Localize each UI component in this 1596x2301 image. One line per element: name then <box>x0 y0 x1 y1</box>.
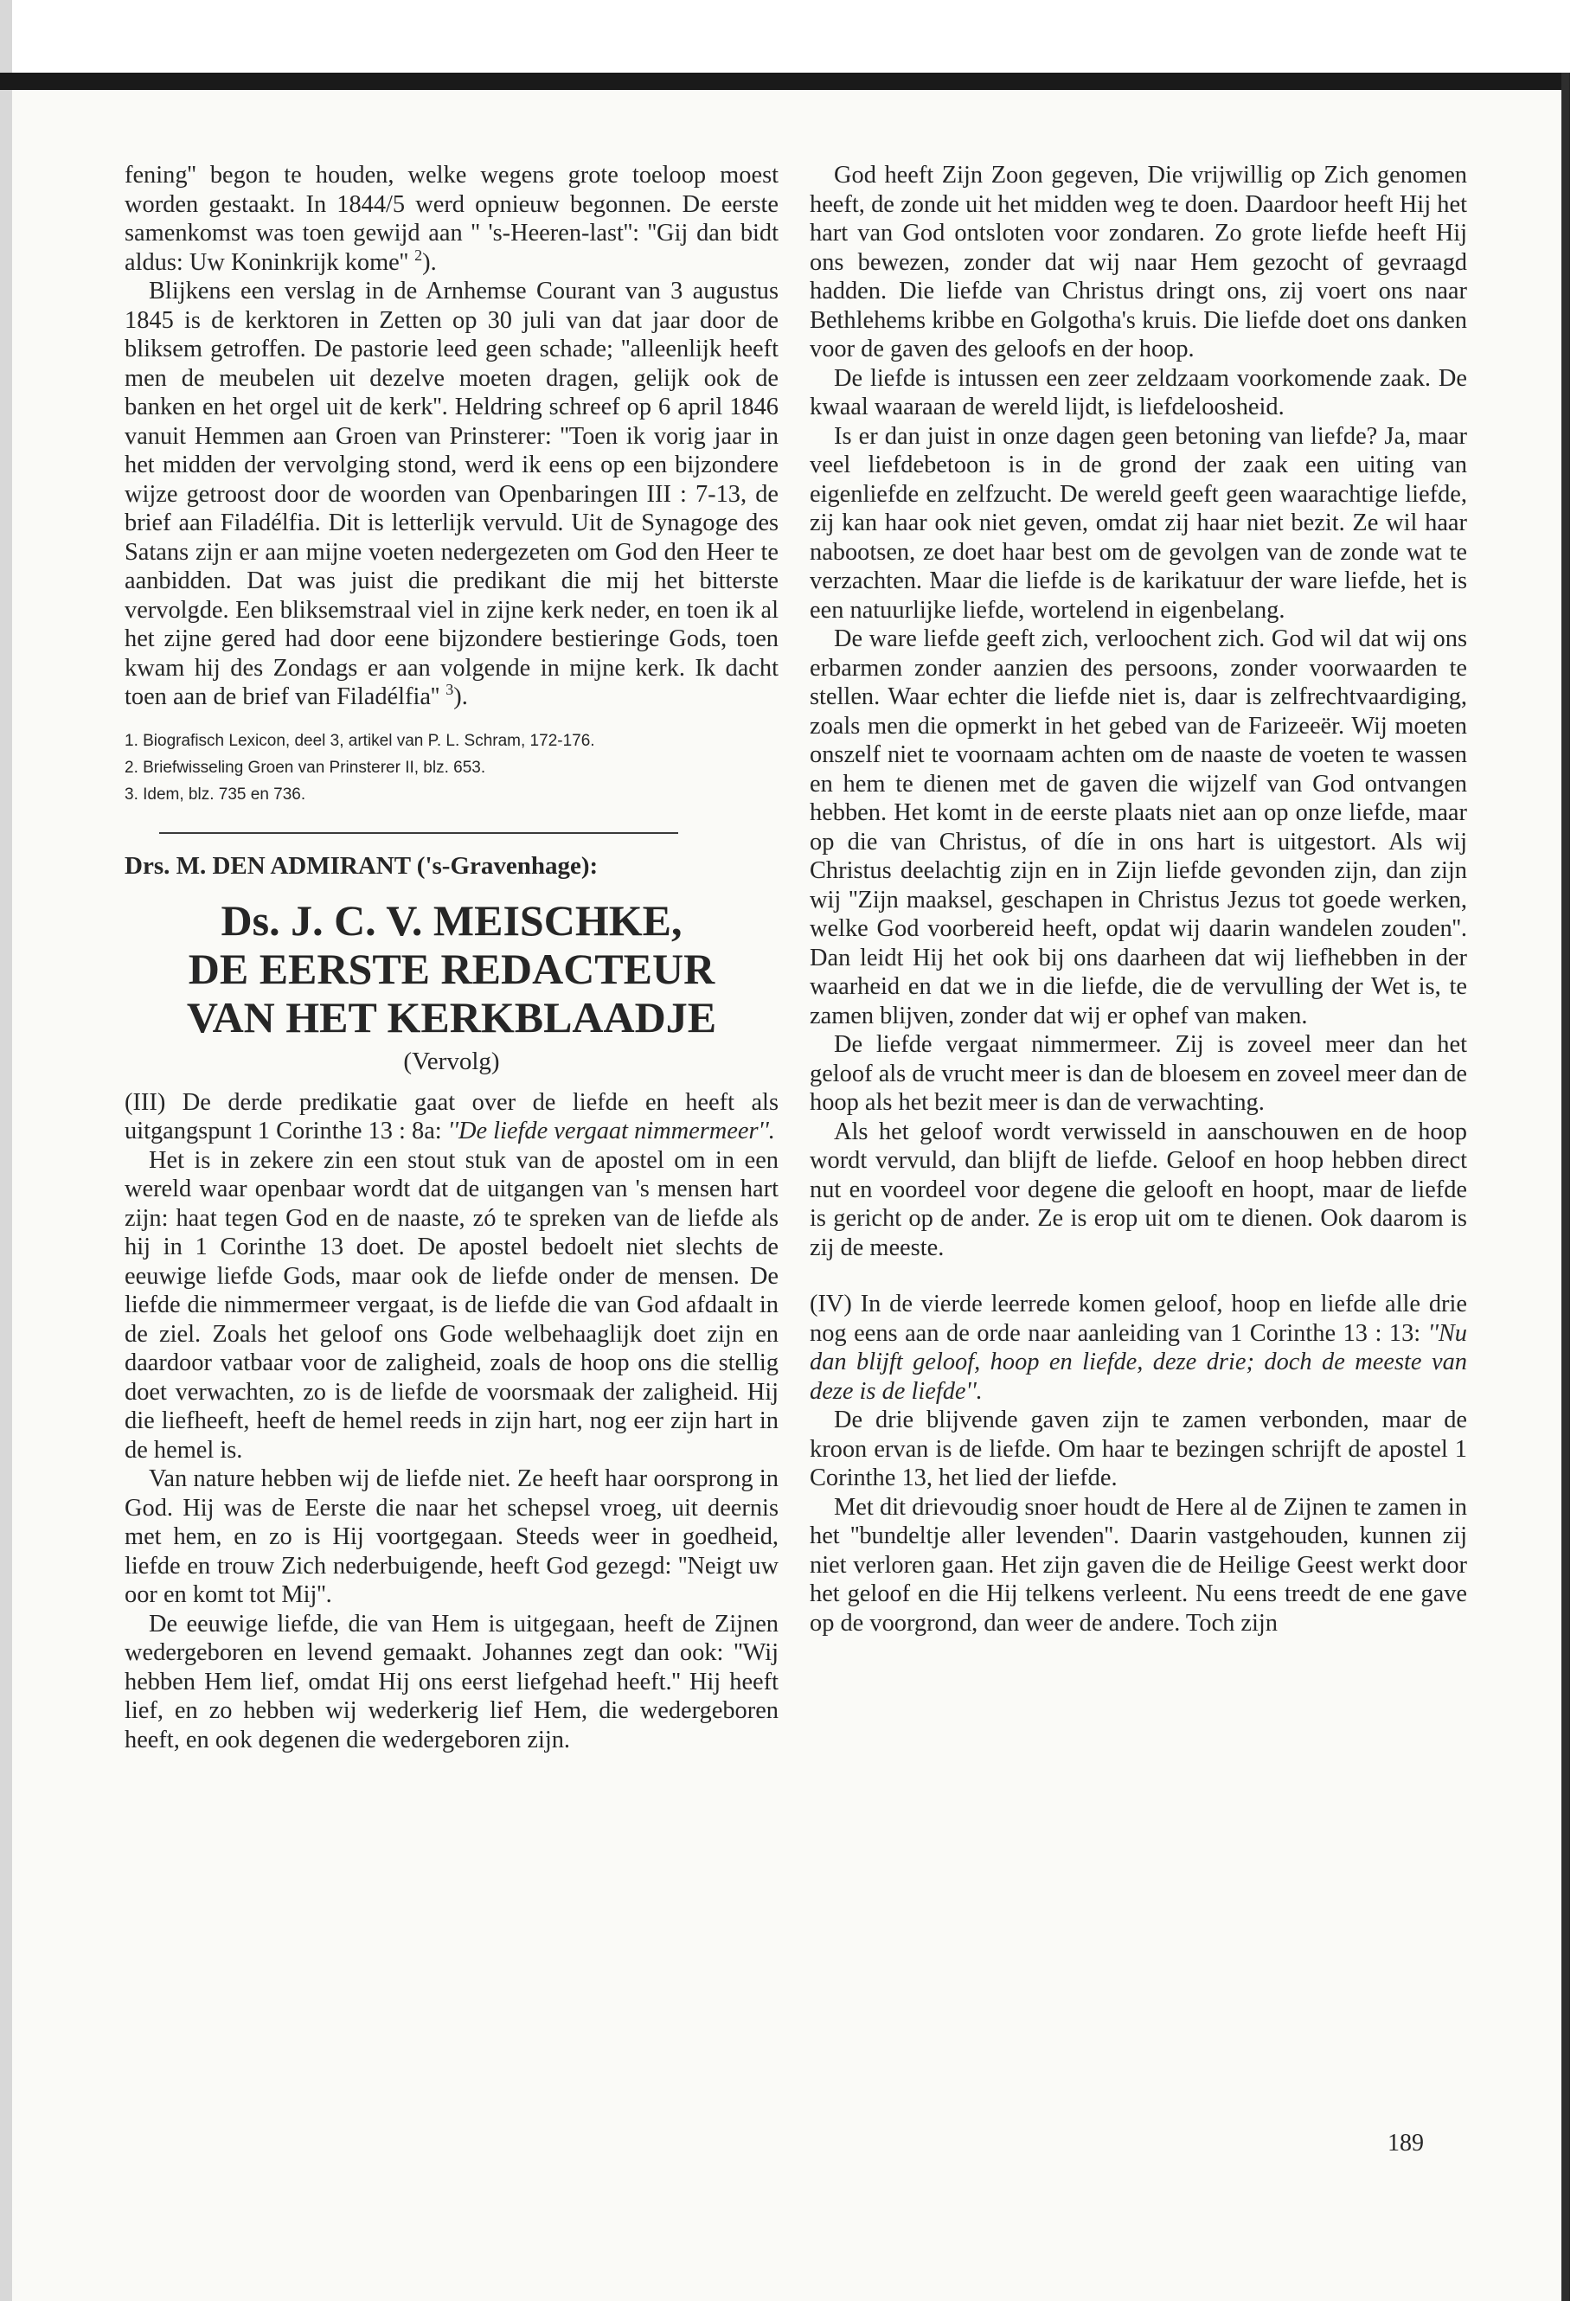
scan-border-left <box>0 0 12 2301</box>
paragraph: De drie blijvende gaven zijn te zamen verbonden, maar de kroon ervan is de liefde. Om haar te bezingen schrijft de apostel 1 Corinthe 13, het lied der liefde. <box>810 1407 1467 1491</box>
headline-line: Ds. J. C. V. MEISCHKE, <box>221 895 683 945</box>
paragraph: Met dit drievoudig snoer houdt de Here al de Zijnen te zamen in het ''bundeltje aller levenden''. Daarin vastgehouden, kunnen zij niet verloren gaan. Het zijn gaven die de Heilige Geest werkt door het geloof en die Hij telkens verleent. Nu eens treedt de ene gave op de voorgrond, dan weer de andere. Toch zijn <box>810 1493 1467 1637</box>
paragraph: De liefde is intussen een zeer zeldzaam voorkomende zaak. De kwaal waaraan de wereld lijdt, is liefdeloosheid. <box>810 364 1467 420</box>
paragraph: Van nature hebben wij de liefde niet. Ze heeft haar oorsprong in God. Hij was de Eerste die naar het schepsel vroeg, uit deernis met hem, en zo is Hij voortgegaan. Steeds weer in goedheid, liefde en trouw Zich nederbuigende, heeft God gezegd: ''Neigt uw oor en komt tot Mij''. <box>125 1465 779 1608</box>
paragraph-text: fening'' begon te houden, welke wegens grote toeloop moest worden gestaakt. In 1844/5 werd opnieuw begonnen. De eerste samenkomst was toen gewijd aan '' 's-Heeren-last'': ''Gij dan bidt aldus: Uw Koninkrijk kome'' <box>125 162 779 276</box>
scripture-quote: ''De liefde vergaat nimmermeer''. <box>447 1118 775 1144</box>
footnotes <box>125 727 779 808</box>
footnote-mark: 3 <box>445 681 454 698</box>
article-headline <box>125 896 779 1042</box>
footnote: 2. Briefwisseling Groen van Prinsterer II, blz. 653. <box>125 758 486 777</box>
page-number: 189 <box>1388 2130 1424 2157</box>
scan-border-right <box>1561 73 1570 2301</box>
paragraph: fening'' begon te houden, welke wegens grote toeloop moest worden gestaakt. In 1844/5 werd opnieuw begonnen. De eerste samenkomst was toen gewijd aan '' 's-Heeren-last'': ''Gij dan bidt aldus: Uw Koninkrijk kome'' $^2$). <box>125 162 779 276</box>
paragraph <box>125 1088 779 1146</box>
scan-border-top <box>0 73 1566 90</box>
paragraph: De liefde vergaat nimmermeer. Zij is zoveel meer dan het geloof als de vrucht meer is dan de bloesem en zoveel meer dan de hoop als het bezit meer is dan de verwachting. <box>810 1031 1467 1116</box>
page <box>12 90 1561 2301</box>
left-column <box>125 161 779 1754</box>
paragraph: Is er dan juist in onze dagen geen betoning van liefde? Ja, maar veel liefdebetoon is in de grond der zaak een uiting van eigenliefde en zelfzucht. De wereld geeft geen waarachtige liefde, zij kan haar ook niet geven, omdat zij haar niet bezit. Ze wil haar nabootsen, ze doet haar best om de gevolgen van de zonde wat te verzachten. Maar die liefde is de karikatuur der ware liefde, het is een natuurlijke liefde, wortelend in eigenbelang. <box>810 422 1467 624</box>
paragraph: God heeft Zijn Zoon gegeven, Die vrijwillig op Zich genomen heeft, de zonde uit het midden weg te doen. Daardoor heeft Hij het hart van God ontsloten voor zondaren. Zo grote liefde heeft Hij ons bewezen, zonder dat wij naar Hem gezocht of gevraagd hadden. Die liefde van Christus dringt ons, zij voert ons naar Bethlehems kribbe en Golgotha's kruis. Die liefde doet ons danken voor de gaven des geloofs en der hoop. <box>810 162 1467 362</box>
paragraph: De ware liefde geeft zich, verloochent zich. God wil dat wij ons erbarmen zonder aanzien des persoons, zonder voorwaarden te stellen. Waar echter die liefde niet is, daar is zelfrechtvaardiging, zoals men die opmerkt in het gebed van de Farizeeër. Wij moeten onszelf niet te voornaam achten om de naaste de voeten te wassen en hem te dienen met de gaven die wijzelf van God ontvangen hebben. Het komt in de eerste plaats niet aan op onze liefde, maar op die van Christus, of díe in ons hart is uitgestort. Als wij Christus deelachtig zijn en in Zijn liefde gevonden zijn, dan zijn wij ''Zijn maaksel, geschapen in Christus Jezus tot goede werken, welke God voorbereid heeft, opdat wij daarin wandelen zouden''. Dan leidt Hij het ook bij ons daarheen dat wij liefhebben in der waarheid en dat we in die liefde, die de vervulling der Wet is, te zamen blijven, zonder dat wij er ophef van maken. <box>810 625 1467 1029</box>
paragraph: Het is in zekere zin een stout stuk van de apostel om in een wereld waar openbaar wordt dat de uitgangen van 's mensen hart zijn: haat tegen God en de naaste, zó te spreken van de liefde als hij in 1 Corinthe 13 doet. De apostel bedoelt niet slechts de eeuwige liefde Gods, maar ook de liefde onder de mensen. De liefde die nimmermeer vergaat, is de liefde die van God afdaalt in de ziel. Zoals het geloof ons Gode welbehaaglijk doet zijn en daardoor vatbaar voor de zaligheid, zoals de hoop ons die stellig doet verwachten, zo is de liefde de voorsmaak der zaligheid. Hij die liefheeft, heeft de hemel reeds in zijn hart, nog eer zijn hart in de hemel is. <box>125 1146 779 1464</box>
footnote: 1. Biografisch Lexicon, deel 3, artikel van P. L. Schram, 172-176. <box>125 731 595 750</box>
footnote: 3. Idem, blz. 735 en 736. <box>125 785 306 804</box>
paragraph <box>810 1290 1467 1406</box>
scripture-quote: ''Nu dan blijft geloof, hoop en liefde, deze drie; doch de meeste van deze is de liefde''. <box>810 1319 1467 1405</box>
author-byline: Drs. M. DEN ADMIRANT ('s-Gravenhage): <box>125 851 599 880</box>
article-subhead: (Vervolg) <box>403 1047 500 1075</box>
footnote-mark: 2 <box>414 246 423 264</box>
paragraph: Als het geloof wordt verwisseld in aanschouwen en de hoop wordt vervuld, dan blijft de liefde. Geloof en hoop hebben direct nut en voordeel voor degene die gelooft en hoopt, maar de liefde is gericht op de ander. Ze is erop uit om te dienen. Ook daarom is zij de meeste. <box>810 1118 1467 1261</box>
paragraph-text: (III) De derde predikatie gaat over de liefde en heeft als uitgangspunt 1 Corinthe 13 : 8a: <box>125 1088 779 1144</box>
paragraph-text: (IV) In de vierde leerrede komen geloof, hoop en liefde alle drie nog eens aan de orde naar aanleiding van 1 Corinthe 13 : 13: <box>810 1291 1467 1347</box>
paragraph: Blijkens een verslag in de Arnhemse Courant van 3 augustus 1845 is de kerktoren in Zetten op 30 juli van dat jaar door de bliksem getroffen. De pastorie leed geen schade; ''alleenlijk heeft men de meubelen uit dezelve moeten dragen, gelijk ook de banken en het orgel uit de kerk''. Heldring schreef op 6 april 1846 vanuit Hemmen aan Groen van Prinsterer: ''Toen ik vorig jaar in het midden der vervolging stond, werd ik eens op een bijzondere wijze getroost door de woorden van Openbaringen III : 7-13, de brief aan Filadélfia. Dit is letterlijk vervuld. Uit de Synagoge des Satans zijn er aan mijne voeten nedergezeten om God den Heer te aanbidden. Dat was juist die predikant die mij het bitterste vervolgde. Een bliksemstraal viel in zijne kerk neder, en toen ik al het zijne gered had door eene bijzondere bestieringe Gods, toen kwam hij des Zondags er aan volgende in mijne kerk. Ik dacht toen aan de brief van Filadélfia'' $^3$). <box>125 278 779 710</box>
headline-line: DE EERSTE REDACTEUR <box>188 944 715 993</box>
section-divider <box>159 832 678 834</box>
right-column <box>810 161 1467 1638</box>
paragraph: De eeuwige liefde, die van Hem is uitgegaan, heeft de Zijnen wedergeboren en levend gemaakt. Johannes zegt dan ook: ''Wij hebben Hem lief, omdat Hij ons eerst liefgehad heeft.'' Hij heeft lief, en zo hebben wij wederkerig lief Hem, die wedergeboren heeft, en ook degenen die wedergeboren zijn. <box>125 1610 779 1753</box>
headline-line: VAN HET KERKBLAADJE <box>186 992 717 1042</box>
paragraph-text: Blijkens een verslag in de Arnhemse Courant van 3 augustus 1845 is de kerktoren in Zetten op 30 juli van dat jaar door de bliksem getroffen. De pastorie leed geen schade; ''alleenlijk heeft men de meubelen uit dezelve moeten dragen, gelijk ook de banken en het orgel uit de kerk''. Heldring schreef op 6 april 1846 vanuit Hemmen aan Groen van Prinsterer: ''Toen ik vorig jaar in het midden der vervolging stond, werd ik eens op een bijzondere wijze getroost door de woorden van Openbaringen III : 7-13, de brief aan Filadélfia. Dit is letterlijk vervuld. Uit de Synagoge des Satans zijn er aan mijne voeten nedergezeten om God den Heer te aanbidden. Dat was juist die predikant die mij het bitterste vervolgde. Een bliksemstraal viel in zijne kerk neder, en toen ik al het zijne gered had door eene bijzondere bestieringe Gods, toen kwam hij des Zondags er aan volgende in mijne kerk. Ik dacht toen aan de brief van Filadélfia'' <box>125 278 779 710</box>
